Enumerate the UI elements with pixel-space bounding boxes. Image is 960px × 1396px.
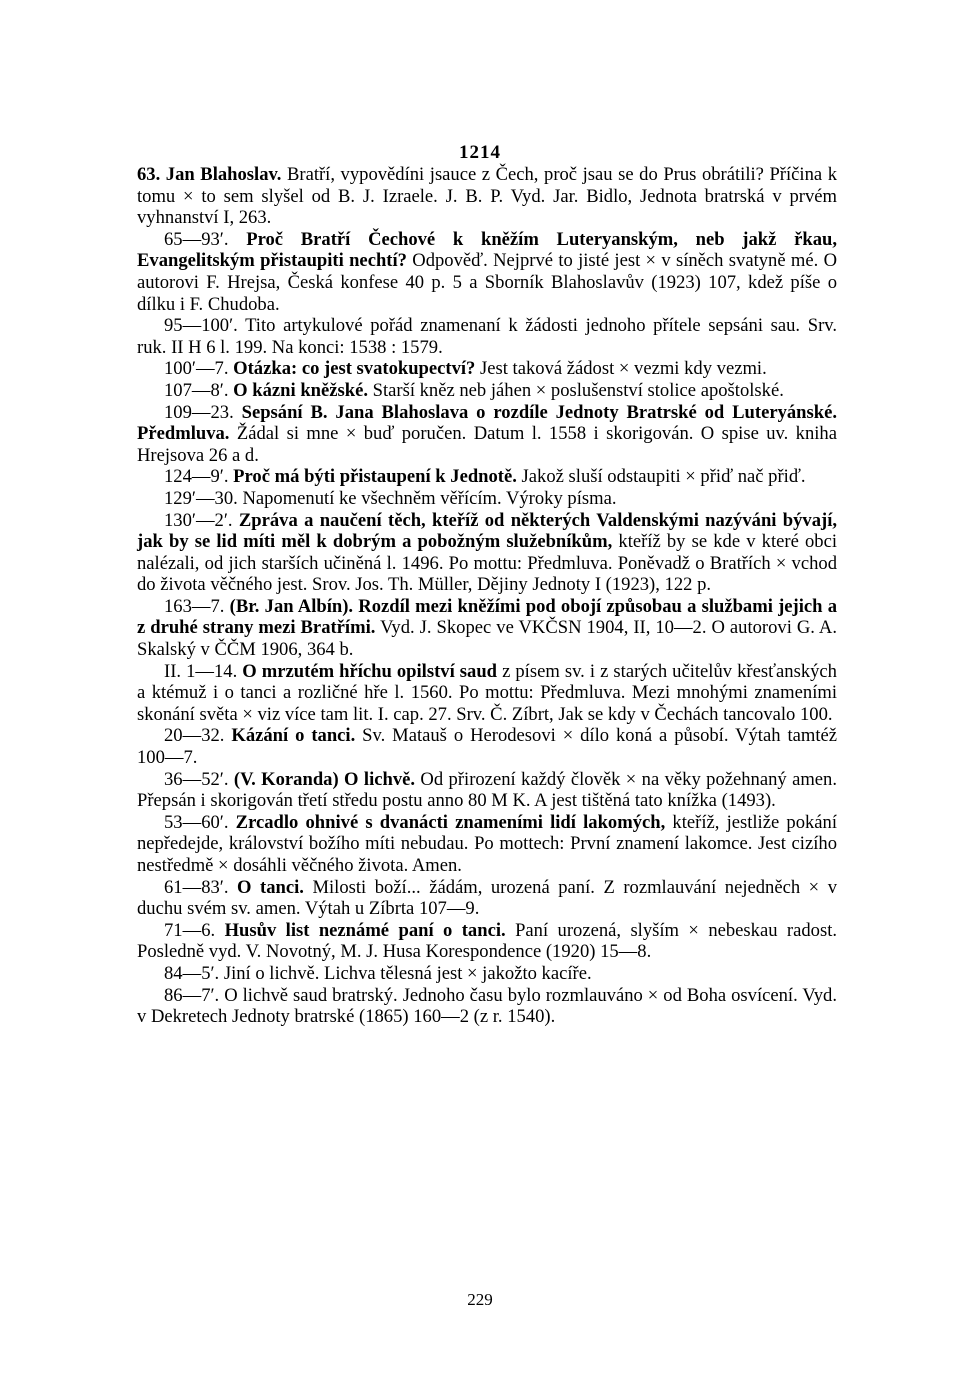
page-footer-number: 229 xyxy=(467,1290,493,1309)
entry-text: z písem sv. i z starých učitelův křesťanských a ktémuž i o tanci a rozličné hře l. 1560. Po mottu: Předmluva. Mezi mnohými znameními skonání světa × viz více tam lit. I. cap. 27. Srv. Č. Zíbrt, Jak se kdy v Čechách tancovalo 100. xyxy=(137,660,837,725)
entry-text: 95—100′. Tito artykulové pořád znamenaní k žádosti jednoho přítele sepsáni sau. Srv. ruk. II H 6 l. 199. Na konci: 1538 : 1579. xyxy=(137,315,837,358)
entry-text: 86—7′. O lichvě saud bratrský. Jednoho času bylo rozmlauváno × od Boha osvícení. Vyd. v Dekretech Jednoty bratrské (1865) 160—2 (z r. 1540). xyxy=(137,984,837,1028)
entry-text: Milosti boží... žádám, urozená paní. Z rozmlauvání nejedněch × v duchu svém sv. amen. Výtah u Zíbrta 107—9. xyxy=(137,876,837,920)
entry-text: 53—60′. xyxy=(164,811,236,833)
entry-title-text: Sepsání B. Jana Blahoslava o rozdíle Jednoty Bratrské od Luteryánské. Předmluva. xyxy=(137,401,838,445)
catalog-entry xyxy=(137,510,837,596)
entry-title-text: Kázání o tanci. xyxy=(231,725,356,747)
entry-title-text: Otázka: co jest svatokupectví? xyxy=(233,358,476,380)
entry-text: 65—93′. xyxy=(164,228,247,250)
entry-text: 71—6. xyxy=(164,919,225,941)
entry-text: Starší kněz neb jáhen × poslušenství stolice apoštolské. xyxy=(367,379,784,401)
entry-text: 130′—2′. xyxy=(164,509,239,531)
catalog-entry xyxy=(137,380,837,402)
catalog-entry xyxy=(137,402,837,467)
catalog-entry xyxy=(137,812,837,877)
entry-text: 20—32. xyxy=(164,725,232,747)
entry-title-text: O kázni kněžské. xyxy=(233,379,368,401)
entry-title-text: Proč má býti přistaupení k Jednotě. xyxy=(233,466,517,488)
entry-text: 84—5′. Jiní o lichvě. Lichva tělesná jest × jakožto kacíře. xyxy=(164,962,592,984)
entry-title-text: O mrzutém hříchu opilství saud xyxy=(242,660,498,682)
entry-text: Odpověď. Nejprvé to jisté jest × v síněch svatyně mé. O autorovi F. Hrejsa, Česká konfese 40 p. 5 a Sborník Blahoslavův (1923) 107, kdež píše o dílku i F. Chudoba. xyxy=(137,250,838,315)
entry-text: 107—8′. xyxy=(164,379,234,401)
entry-text: Vyd. J. Skopec ve VKČSN 1904, II, 10—2. O autorovi G. A. Skalský v ČČM 1906, 364 b. xyxy=(137,617,837,661)
entry-text: Jest taková žádost × vezmi kdy vezmi. xyxy=(475,358,767,380)
entry-text: kteříž, jestliže pokání nepředejde, království božího míti nebudau. Po mottech: První znamení lakomce. Jest cizího nestředmě × dosáhli věčného života. Amen. xyxy=(137,811,837,876)
catalog-entry xyxy=(137,661,837,726)
entry-text: 129′—30. Napomenutí ke všechněm věřícím. Výroky písma. xyxy=(164,487,617,509)
catalog-entry xyxy=(137,488,837,510)
catalog-entry xyxy=(137,229,837,315)
entry-text: Žádal si mne × buď poručen. Datum l. 1558 i skorigován. O spise uv. kniha Hrejsova 26 a d. xyxy=(137,423,837,466)
catalog-entry xyxy=(137,877,837,920)
catalog-entry xyxy=(137,920,837,963)
entry-text: 100′—7. xyxy=(164,358,234,380)
catalog-entry xyxy=(137,315,837,358)
catalog-entry xyxy=(137,358,837,380)
entry-text: Bratří, vypovědíni jsauce z Čech, proč jsau se do Prus obrátili? Příčina k tomu × to sem slyšel od B. J. Izraele. J. B. P. Vyd. Jar. Bidlo, Jednota bratrská v prvém vyhnanství I, 263. xyxy=(137,164,837,229)
entry-text: 163—7. xyxy=(164,595,230,617)
entry-text: Od přirození každý člověk × na věky požehnaný amen. Přepsán i skorigován třetí středu postu anno 80 M K. A jest tištěná tato knížka (1493). xyxy=(137,768,838,812)
catalog-entry xyxy=(137,769,837,812)
entry-title-text: (Br. Jan Albín). Rozdíl mezi kněžími pod obojí způsobau a službami jejich a z druhé strany mezi Bratřími. xyxy=(137,595,838,639)
catalog-entry xyxy=(137,466,837,488)
catalog-entry xyxy=(137,985,837,1028)
entry-text: 124—9′. xyxy=(164,466,234,488)
catalog-entry xyxy=(137,164,837,229)
entry-text: Paní urozená, slyším × nebeskau radost. Posledně vyd. V. Novotný, M. J. Husa Korespondence (1920) 15—8. xyxy=(137,919,838,963)
entry-title-text: Proč Bratří Čechové k kněžím Luteryanským, neb jakž řkau, Evangelitským přistaupiti nechtí? xyxy=(137,228,837,272)
entry-title-text: Zrcadlo ohnivé s dvanácti znameními lidí lakomých, xyxy=(235,811,666,833)
catalog-entry xyxy=(137,596,837,661)
entry-text: II. 1—14. xyxy=(164,660,243,682)
entry-text: Jakož sluší odstaupiti × přiď nač přiď. xyxy=(516,466,806,488)
entry-text: kteříž by se kde v které obci nalézali, od jich starších učiněná l. 1496. Po mottu: Předmluva. Poněvadž o Bratřích × vchod do života věčného jest. Srov. Jos. Th. Müller, Dějiny Jednoty I (1923), 122 p. xyxy=(137,531,838,596)
catalog-entry xyxy=(137,963,837,985)
entry-text: 109—23. xyxy=(164,401,242,423)
entry-text: Sv. Matauš o Herodesovi × dílo koná a působí. Výtah tamtéž 100—7. xyxy=(137,725,837,769)
entry-text: 36—52′. xyxy=(164,768,234,790)
entry-title-text: 63. Jan Blahoslav. xyxy=(137,164,282,185)
entry-title-text: (V. Koranda) O lichvě. xyxy=(233,768,416,790)
page-header-number: 1214 xyxy=(459,142,501,163)
entry-text: 61—83′. xyxy=(164,876,238,898)
catalog-entry xyxy=(137,725,837,768)
entry-title-text: Husův list neznámé paní o tanci. xyxy=(224,919,506,941)
entry-title-text: O tanci. xyxy=(237,876,304,898)
catalog-entries xyxy=(137,164,837,1028)
entry-title-text: Zpráva a naučení těch, kteříž od některých Valdenskými nazýváni bývají, jak by se lid míti měl k dobrým a pobožným služebníkům, xyxy=(137,509,838,553)
